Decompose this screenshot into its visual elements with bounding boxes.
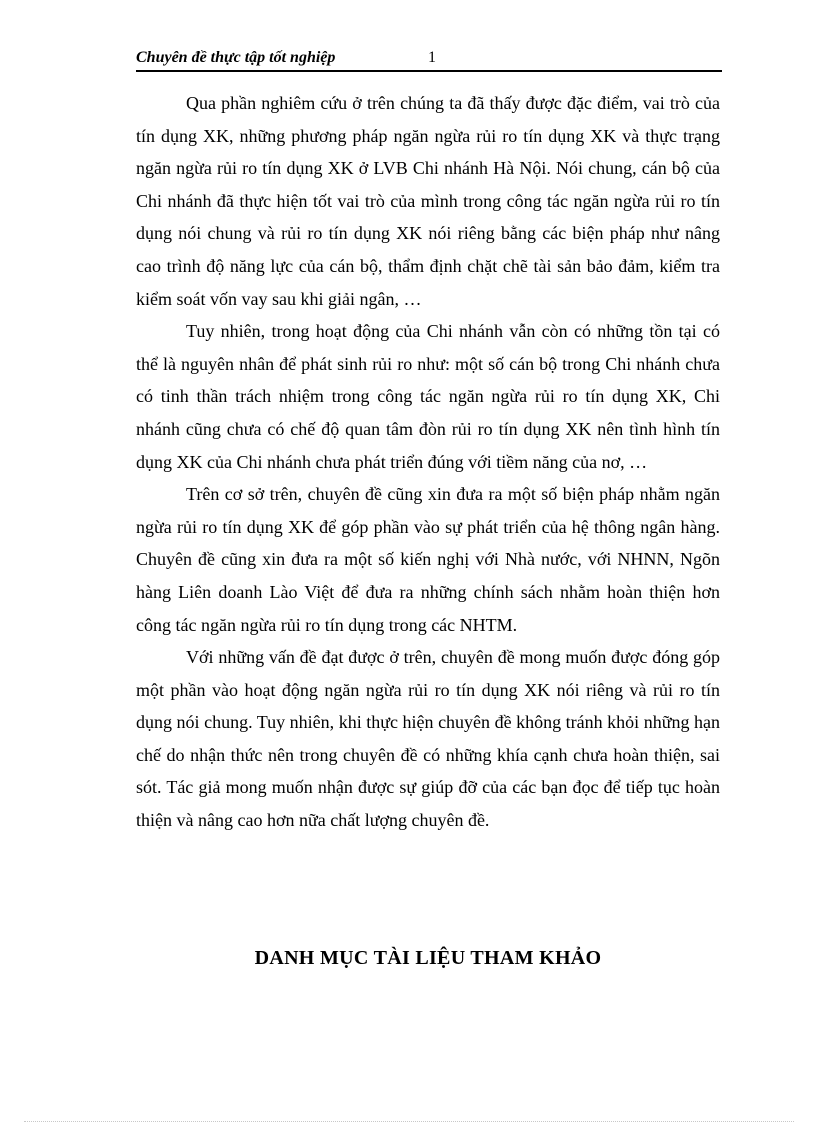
body-text (136, 87, 720, 837)
paragraph-1: Qua phần nghiêm cứu ở trên chúng ta đã thấy được đặc điểm, vai trò của tín dụng XK, những phương pháp ngăn ngừa rủi ro tín dụng XK và thực trạng ngăn ngừa rủi ro tín dụng XK ở LVB Chi nhánh Hà Nội. Nói chung, cán bộ của Chi nhánh đã thực hiện tốt vai trò của mình trong công tác ngăn ngừa rủi ro tín dụng nói chung và rủi ro tín dụng XK nói riêng bằng các biện pháp như nâng cao trình độ năng lực của cán bộ, thẩm định chặt chẽ tài sản bảo đảm, kiểm tra kiểm soát vốn vay sau khi giải ngân, … (136, 93, 720, 309)
paragraph-3: Trên cơ sở trên, chuyên đề cũng xin đưa ra một số biện pháp nhằm ngăn ngừa rủi ro tín dụng XK để góp phần vào sự phát triển của hệ thông ngân hàng. Chuyên đề cũng xin đưa ra một số kiến nghị với Nhà nước, với NHNN, Ngõn hàng Liên doanh Lào Việt để đưa ra những chính sách nhằm hoàn thiện hơn công tác ngăn ngừa rủi ro tín dụng trong các NHTM. (136, 484, 720, 635)
paragraph-4: Với những vấn đề đạt được ở trên, chuyên đề mong muốn được đóng góp một phần vào hoạt động ngăn ngừa rủi ro tín dụng XK nói riêng và rủi ro tín dụng nói chung. Tuy nhiên, khi thực hiện chuyên đề không tránh khỏi những hạn chế do nhận thức nên trong chuyên đề có những khía cạnh chưa hoàn thiện, sai sót. Tác giả mong muốn nhận được sự giúp đỡ của các bạn đọc để tiếp tục hoàn thiện và nâng cao hơn nữa chất lượng chuyên đề. (136, 647, 720, 831)
page-bottom-divider (24, 1121, 794, 1122)
header-title: Chuyên đề thực tập tốt nghiệp (136, 49, 336, 66)
page-header (136, 46, 722, 72)
section-heading: DANH MỤC TÀI LIỆU THAM KHẢO (254, 947, 602, 969)
paragraph-2: Tuy nhiên, trong hoạt động của Chi nhánh vẫn còn có những tồn tại có thể là nguyên nhân để phát sinh rủi ro như: một số cán bộ trong Chi nhánh chưa có tinh thần trách nhiệm trong công tác ngăn ngừa rủi ro tín dụng XK, Chi nhánh cũng chưa có chế độ quan tâm đòn rủi ro tín dụng XK nên tình hình tín dụng XK của Chi nhánh chưa phát triển đúng với tiềm năng của nơ, … (136, 321, 720, 472)
page-number: 1 (428, 49, 436, 66)
